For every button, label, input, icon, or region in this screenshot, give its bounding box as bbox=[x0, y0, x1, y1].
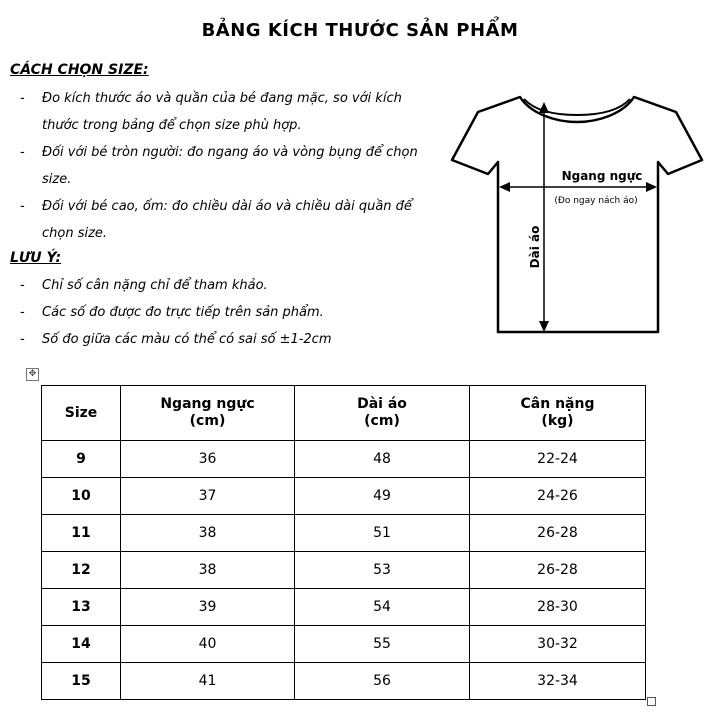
chest-note: (Đo ngay nách áo) bbox=[554, 196, 638, 206]
table-row bbox=[42, 589, 646, 626]
note-item: - Các số đo được đo trực tiếp trên sản phẩm. bbox=[20, 305, 324, 320]
length-cell: 49 bbox=[295, 478, 470, 515]
tshirt-outline bbox=[452, 97, 702, 332]
guide-heading: CÁCH CHỌN SIZE: bbox=[10, 62, 149, 78]
table-row bbox=[42, 626, 646, 663]
size-cell: 15 bbox=[42, 663, 121, 700]
weight-cell: 32-34 bbox=[470, 663, 646, 700]
length-cell: 53 bbox=[295, 552, 470, 589]
length-arrow-head-top bbox=[539, 102, 549, 113]
length-cell: 56 bbox=[295, 663, 470, 700]
chest-cell: 40 bbox=[121, 626, 295, 663]
chest-cell: 38 bbox=[121, 515, 295, 552]
chest-cell: 41 bbox=[121, 663, 295, 700]
length-cell: 51 bbox=[295, 515, 470, 552]
size-cell: 9 bbox=[42, 441, 121, 478]
size-cell: 12 bbox=[42, 552, 121, 589]
chest-cell: 38 bbox=[121, 552, 295, 589]
table-row bbox=[42, 478, 646, 515]
guide-item: - Đo kích thước áo và quần của bé đang mặc, so với kích thước trong bảng để chọn size phù hợp. bbox=[20, 91, 402, 133]
notes-heading: LƯU Ý: bbox=[10, 250, 62, 266]
chest-cell: 39 bbox=[121, 589, 295, 626]
tshirt-diagram bbox=[448, 82, 706, 342]
table-row bbox=[42, 441, 646, 478]
header-length: Dài áo (cm) bbox=[295, 386, 470, 441]
table-row bbox=[42, 663, 646, 700]
length-cell: 48 bbox=[295, 441, 470, 478]
weight-cell: 30-32 bbox=[470, 626, 646, 663]
header-chest: Ngang ngực (cm) bbox=[121, 386, 295, 441]
guide-item: - Đối với bé cao, ốm: đo chiều dài áo và chiều dài quần để chọn size. bbox=[20, 199, 412, 241]
table-row bbox=[42, 515, 646, 552]
weight-cell: 26-28 bbox=[470, 515, 646, 552]
chest-cell: 37 bbox=[121, 478, 295, 515]
length-cell: 54 bbox=[295, 589, 470, 626]
note-item: - Số đo giữa các màu có thể có sai số ±1-2cm bbox=[20, 332, 332, 347]
move-handle-icon[interactable]: ✥ bbox=[26, 368, 39, 381]
header-size: Size bbox=[42, 386, 121, 441]
size-cell: 13 bbox=[42, 589, 121, 626]
guide-item: - Đối với bé tròn người: đo ngang áo và vòng bụng để chọn size. bbox=[20, 145, 418, 187]
length-label: Dài áo bbox=[528, 225, 542, 269]
size-cell: 10 bbox=[42, 478, 121, 515]
table-header-row bbox=[42, 386, 646, 441]
length-cell: 55 bbox=[295, 626, 470, 663]
size-cell: 14 bbox=[42, 626, 121, 663]
weight-cell: 28-30 bbox=[470, 589, 646, 626]
chest-cell: 36 bbox=[121, 441, 295, 478]
weight-cell: 22-24 bbox=[470, 441, 646, 478]
size-cell: 11 bbox=[42, 515, 121, 552]
weight-cell: 24-26 bbox=[470, 478, 646, 515]
header-weight: Cân nặng (kg) bbox=[470, 386, 646, 441]
table-resize-handle[interactable] bbox=[647, 697, 656, 706]
chest-label: Ngang ngực bbox=[561, 169, 643, 183]
note-item: - Chỉ số cân nặng chỉ để tham khảo. bbox=[20, 278, 268, 293]
size-table bbox=[41, 385, 646, 700]
notes-list bbox=[20, 272, 430, 353]
page-title: BẢNG KÍCH THƯỚC SẢN PHẨM bbox=[201, 20, 519, 41]
guide-list bbox=[20, 85, 430, 247]
weight-cell: 26-28 bbox=[470, 552, 646, 589]
table-row bbox=[42, 552, 646, 589]
